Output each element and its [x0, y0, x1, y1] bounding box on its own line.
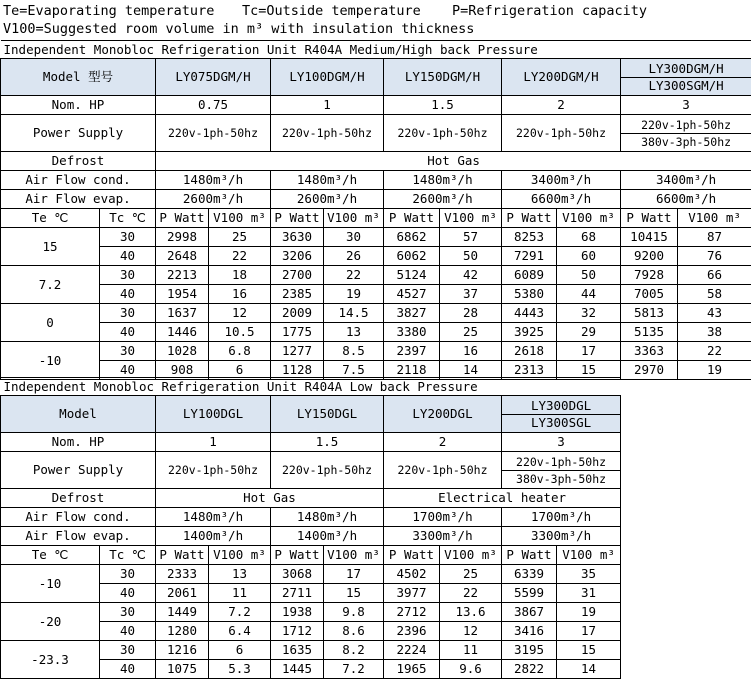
- p-watt-header: P Watt: [384, 209, 440, 228]
- v100-cell: 35: [557, 565, 621, 584]
- table-row: [1, 266, 751, 285]
- p-watt-cell: 1954: [156, 285, 209, 304]
- power-supply-stacked: [502, 452, 621, 489]
- p-watt-cell: 6339: [502, 565, 557, 584]
- v100-cell: 19: [324, 285, 384, 304]
- p-watt-cell: 2009: [271, 304, 324, 323]
- p-watt-cell: 2822: [502, 660, 557, 679]
- model-line: LY300SGM/H: [621, 77, 751, 94]
- power-supply-stacked: [621, 115, 751, 152]
- v100-cell: 19: [557, 603, 621, 622]
- table-row: [1, 641, 621, 660]
- p-watt-cell: 3925: [502, 323, 557, 342]
- hp-cell: 2: [384, 433, 502, 452]
- p-watt-cell: 2397: [384, 342, 440, 361]
- p-watt-cell: 2061: [156, 584, 209, 603]
- p-watt-cell: 1075: [156, 660, 209, 679]
- air-flow-evap-cell: 2600m³/h: [271, 190, 384, 209]
- v100-cell: 13: [209, 565, 271, 584]
- v100-cell: 22: [209, 247, 271, 266]
- power-supply-cell: 220v-1ph-50hz: [271, 452, 384, 489]
- te-header: Te ℃: [1, 546, 100, 565]
- p-watt-cell: 3380: [384, 323, 440, 342]
- v100-cell: 28: [440, 304, 502, 323]
- power-supply-line: 220v-1ph-50hz: [621, 117, 751, 133]
- v100-cell: 15: [557, 641, 621, 660]
- v100-cell: 37: [440, 285, 502, 304]
- p-watt-cell: 6862: [384, 228, 440, 247]
- v100-cell: 66: [678, 266, 751, 285]
- v100-cell: 17: [557, 622, 621, 641]
- model-cell: LY200DGM/H: [502, 59, 621, 96]
- table-row: [1, 565, 621, 584]
- air-flow-evap-cell: 2600m³/h: [156, 190, 271, 209]
- power-supply-line: 220v-1ph-50hz: [502, 454, 620, 470]
- p-watt-cell: 3827: [384, 304, 440, 323]
- v100-cell: 22: [324, 266, 384, 285]
- air-flow-cond-cell: 1480m³/h: [271, 171, 384, 190]
- tc-cell: 30: [100, 266, 156, 285]
- v100-cell: 8.5: [324, 342, 384, 361]
- model-cell: LY100DGM/H: [271, 59, 384, 96]
- v100-cell: 17: [324, 565, 384, 584]
- legend-v100: V100=Suggested room volume in m³ with insulation thickness: [3, 20, 474, 39]
- p-watt-cell: 2213: [156, 266, 209, 285]
- v100-cell: 87: [678, 228, 751, 247]
- v100-cell: 68: [557, 228, 621, 247]
- air-flow-cond-cell: 3400m³/h: [502, 171, 621, 190]
- p-watt-cell: 3630: [271, 228, 324, 247]
- v100-header: V100 m³: [440, 209, 502, 228]
- tc-cell: 40: [100, 247, 156, 266]
- v100-cell: 31: [557, 584, 621, 603]
- v100-cell: 9.6: [440, 660, 502, 679]
- p-watt-cell: 2712: [384, 603, 440, 622]
- v100-cell: 25: [440, 323, 502, 342]
- p-watt-cell: 5599: [502, 584, 557, 603]
- v100-cell: 15: [557, 361, 621, 380]
- te-cell: -10: [1, 565, 100, 603]
- p-watt-cell: 2618: [502, 342, 557, 361]
- power-supply-cell: 220v-1ph-50hz: [156, 452, 271, 489]
- defrost-label: Defrost: [1, 489, 156, 508]
- p-watt-cell: 1277: [271, 342, 324, 361]
- model-line: LY300DGM/H: [621, 61, 751, 77]
- power-supply-cell: 220v-1ph-50hz: [384, 115, 502, 152]
- v100-cell: 17: [557, 342, 621, 361]
- model-cell: LY200DGL: [384, 396, 502, 433]
- hp-cell: 1.5: [384, 96, 502, 115]
- air-flow-evap-cell: 6600m³/h: [502, 190, 621, 209]
- p-watt-cell: 6062: [384, 247, 440, 266]
- p-watt-cell: 1445: [271, 660, 324, 679]
- p-watt-cell: 3977: [384, 584, 440, 603]
- tc-cell: 40: [100, 285, 156, 304]
- air-flow-cond-cell: 1480m³/h: [271, 508, 384, 527]
- air-flow-evap-cell: 2600m³/h: [384, 190, 502, 209]
- power-supply-label: Power Supply: [1, 452, 156, 489]
- v100-cell: 76: [678, 247, 751, 266]
- table-row: [1, 304, 751, 323]
- tc-cell: 30: [100, 228, 156, 247]
- low-pressure-table: [0, 377, 621, 679]
- tc-cell: 30: [100, 603, 156, 622]
- v100-cell: 18: [209, 266, 271, 285]
- defrost-cell: Electrical heater: [384, 489, 621, 508]
- v100-cell: 6.8: [209, 342, 271, 361]
- p-watt-cell: 3195: [502, 641, 557, 660]
- p-watt-cell: 1128: [271, 361, 324, 380]
- p-watt-cell: 3068: [271, 565, 324, 584]
- p-watt-cell: 1449: [156, 603, 209, 622]
- v100-cell: 30: [324, 228, 384, 247]
- p-watt-cell: 4527: [384, 285, 440, 304]
- v100-cell: 58: [678, 285, 751, 304]
- table-row: [1, 342, 751, 361]
- defrost-cell: Hot Gas: [156, 152, 751, 171]
- v100-cell: 7.2: [324, 660, 384, 679]
- p-watt-cell: 5380: [502, 285, 557, 304]
- air-flow-cond-label: Air Flow cond.: [1, 508, 156, 527]
- v100-header: V100 m³: [324, 209, 384, 228]
- p-watt-cell: 10415: [621, 228, 678, 247]
- v100-cell: 11: [440, 641, 502, 660]
- air-flow-cond-cell: 1700m³/h: [384, 508, 502, 527]
- tc-cell: 30: [100, 565, 156, 584]
- table-row: [1, 285, 751, 304]
- legend-p: P=Refrigeration capacity: [452, 2, 647, 21]
- table-title: Independent Monobloc Refrigeration Unit R404A Medium/High back Pressure: [1, 41, 751, 59]
- table-row: [1, 228, 751, 247]
- air-flow-evap-label: Air Flow evap.: [1, 527, 156, 546]
- air-flow-evap-label: Air Flow evap.: [1, 190, 156, 209]
- model-cell: LY150DGL: [271, 396, 384, 433]
- v100-cell: 5.3: [209, 660, 271, 679]
- p-watt-cell: 3416: [502, 622, 557, 641]
- model-cell-stacked: [621, 59, 751, 96]
- p-watt-cell: 2385: [271, 285, 324, 304]
- legend: [0, 0, 751, 40]
- hp-cell: 2: [502, 96, 621, 115]
- power-supply-label: Power Supply: [1, 115, 156, 152]
- hp-cell: 1: [271, 96, 384, 115]
- p-watt-header: P Watt: [384, 546, 440, 565]
- tc-cell: 40: [100, 323, 156, 342]
- power-supply-cell: 220v-1ph-50hz: [502, 115, 621, 152]
- p-watt-cell: 1216: [156, 641, 209, 660]
- power-supply-cell: 220v-1ph-50hz: [156, 115, 271, 152]
- p-watt-header: P Watt: [621, 209, 678, 228]
- p-watt-cell: 2998: [156, 228, 209, 247]
- model-label: Model 型号: [1, 59, 156, 96]
- v100-cell: 32: [557, 304, 621, 323]
- p-watt-cell: 5813: [621, 304, 678, 323]
- hp-label: Nom. HP: [1, 433, 156, 452]
- v100-cell: 8.6: [324, 622, 384, 641]
- v100-cell: 16: [440, 342, 502, 361]
- v100-cell: 26: [324, 247, 384, 266]
- model-label: Model: [1, 396, 156, 433]
- air-flow-evap-cell: 3300m³/h: [384, 527, 502, 546]
- table-title: Independent Monobloc Refrigeration Unit R404A Low back Pressure: [1, 378, 621, 396]
- p-watt-header: P Watt: [271, 546, 324, 565]
- tc-cell: 40: [100, 584, 156, 603]
- v100-cell: 29: [557, 323, 621, 342]
- v100-cell: 7.2: [209, 603, 271, 622]
- p-watt-cell: 1280: [156, 622, 209, 641]
- v100-header: V100 m³: [209, 546, 271, 565]
- p-watt-header: P Watt: [271, 209, 324, 228]
- p-watt-cell: 3206: [271, 247, 324, 266]
- p-watt-cell: 4502: [384, 565, 440, 584]
- p-watt-cell: 3363: [621, 342, 678, 361]
- v100-header: V100 m³: [440, 546, 502, 565]
- v100-cell: 10.5: [209, 323, 271, 342]
- defrost-cell: Hot Gas: [156, 489, 384, 508]
- model-cell-stacked: [502, 396, 621, 433]
- v100-cell: 38: [678, 323, 751, 342]
- p-watt-cell: 4443: [502, 304, 557, 323]
- v100-cell: 22: [678, 342, 751, 361]
- p-watt-cell: 6089: [502, 266, 557, 285]
- air-flow-cond-label: Air Flow cond.: [1, 171, 156, 190]
- p-watt-cell: 2396: [384, 622, 440, 641]
- p-watt-cell: 2700: [271, 266, 324, 285]
- table-row: [1, 247, 751, 266]
- v100-cell: 14: [440, 361, 502, 380]
- v100-header: V100 m³: [557, 209, 621, 228]
- p-watt-cell: 2648: [156, 247, 209, 266]
- tc-header: Tc ℃: [100, 209, 156, 228]
- tc-header: Tc ℃: [100, 546, 156, 565]
- model-cell: LY150DGM/H: [384, 59, 502, 96]
- tc-cell: 30: [100, 342, 156, 361]
- air-flow-evap-cell: 1400m³/h: [271, 527, 384, 546]
- p-watt-cell: 1635: [271, 641, 324, 660]
- p-watt-cell: 2313: [502, 361, 557, 380]
- p-watt-cell: 7291: [502, 247, 557, 266]
- v100-cell: 6: [209, 361, 271, 380]
- v100-cell: 15: [324, 584, 384, 603]
- p-watt-header: P Watt: [502, 546, 557, 565]
- p-watt-cell: 1446: [156, 323, 209, 342]
- p-watt-cell: 3867: [502, 603, 557, 622]
- air-flow-cond-cell: 1480m³/h: [156, 508, 271, 527]
- p-watt-cell: 5124: [384, 266, 440, 285]
- p-watt-header: P Watt: [156, 209, 209, 228]
- p-watt-cell: 9200: [621, 247, 678, 266]
- model-line: LY300DGL: [502, 398, 620, 414]
- v100-cell: 12: [209, 304, 271, 323]
- hp-label: Nom. HP: [1, 96, 156, 115]
- te-cell: -10: [1, 342, 100, 380]
- v100-cell: 13: [324, 323, 384, 342]
- power-supply-cell: 220v-1ph-50hz: [384, 452, 502, 489]
- p-watt-header: P Watt: [156, 546, 209, 565]
- te-cell: -20: [1, 603, 100, 641]
- tc-cell: 40: [100, 622, 156, 641]
- tc-cell: 30: [100, 304, 156, 323]
- v100-cell: 60: [557, 247, 621, 266]
- air-flow-evap-cell: 1400m³/h: [156, 527, 271, 546]
- v100-cell: 6.4: [209, 622, 271, 641]
- v100-cell: 12: [440, 622, 502, 641]
- model-cell: LY075DGM/H: [156, 59, 271, 96]
- v100-cell: 7.5: [324, 361, 384, 380]
- p-watt-cell: 1775: [271, 323, 324, 342]
- medium-high-pressure-table: [0, 40, 751, 380]
- p-watt-cell: 7005: [621, 285, 678, 304]
- model-line: LY300SGL: [502, 414, 620, 431]
- v100-cell: 44: [557, 285, 621, 304]
- p-watt-cell: 8253: [502, 228, 557, 247]
- low-pressure-data-body: [1, 565, 621, 679]
- air-flow-cond-cell: 1480m³/h: [156, 171, 271, 190]
- model-cell: LY100DGL: [156, 396, 271, 433]
- tc-cell: 40: [100, 361, 156, 380]
- tc-cell: 30: [100, 641, 156, 660]
- power-supply-line: 380v-3ph-50hz: [502, 470, 620, 487]
- medium-high-data-body: [1, 228, 751, 380]
- table-row: [1, 603, 621, 622]
- v100-cell: 25: [440, 565, 502, 584]
- p-watt-cell: 1637: [156, 304, 209, 323]
- hp-cell: 0.75: [156, 96, 271, 115]
- p-watt-cell: 1028: [156, 342, 209, 361]
- v100-cell: 19: [678, 361, 751, 380]
- v100-cell: 57: [440, 228, 502, 247]
- v100-cell: 14: [557, 660, 621, 679]
- v100-header: V100 m³: [557, 546, 621, 565]
- legend-tc: Tc=Outside temperature: [242, 2, 421, 21]
- te-cell: -23.3: [1, 641, 100, 679]
- v100-cell: 50: [440, 247, 502, 266]
- p-watt-cell: 2118: [384, 361, 440, 380]
- v100-header: V100 m³: [678, 209, 751, 228]
- v100-cell: 50: [557, 266, 621, 285]
- defrost-label: Defrost: [1, 152, 156, 171]
- v100-cell: 8.2: [324, 641, 384, 660]
- v100-cell: 9.8: [324, 603, 384, 622]
- v100-cell: 25: [209, 228, 271, 247]
- p-watt-cell: 2970: [621, 361, 678, 380]
- p-watt-cell: 2711: [271, 584, 324, 603]
- p-watt-cell: 1712: [271, 622, 324, 641]
- legend-te: Te=Evaporating temperature: [3, 2, 214, 21]
- v100-header: V100 m³: [209, 209, 271, 228]
- p-watt-cell: 908: [156, 361, 209, 380]
- p-watt-cell: 1938: [271, 603, 324, 622]
- v100-cell: 43: [678, 304, 751, 323]
- hp-cell: 3: [621, 96, 751, 115]
- p-watt-cell: 5135: [621, 323, 678, 342]
- air-flow-cond-cell: 1480m³/h: [384, 171, 502, 190]
- hp-cell: 1.5: [271, 433, 384, 452]
- tc-cell: 40: [100, 660, 156, 679]
- p-watt-cell: 2224: [384, 641, 440, 660]
- power-supply-line: 380v-3ph-50hz: [621, 133, 751, 150]
- v100-cell: 11: [209, 584, 271, 603]
- air-flow-evap-cell: 6600m³/h: [621, 190, 751, 209]
- hp-cell: 1: [156, 433, 271, 452]
- v100-cell: 14.5: [324, 304, 384, 323]
- air-flow-cond-cell: 1700m³/h: [502, 508, 621, 527]
- table-row: [1, 323, 751, 342]
- air-flow-cond-cell: 3400m³/h: [621, 171, 751, 190]
- hp-cell: 3: [502, 433, 621, 452]
- p-watt-cell: 1965: [384, 660, 440, 679]
- v100-cell: 13.6: [440, 603, 502, 622]
- te-cell: 7.2: [1, 266, 100, 304]
- v100-cell: 6: [209, 641, 271, 660]
- p-watt-cell: 2333: [156, 565, 209, 584]
- p-watt-cell: 7928: [621, 266, 678, 285]
- v100-cell: 42: [440, 266, 502, 285]
- te-header: Te ℃: [1, 209, 100, 228]
- v100-cell: 16: [209, 285, 271, 304]
- te-cell: 15: [1, 228, 100, 266]
- v100-cell: 22: [440, 584, 502, 603]
- air-flow-evap-cell: 3300m³/h: [502, 527, 621, 546]
- te-cell: 0: [1, 304, 100, 342]
- v100-header: V100 m³: [324, 546, 384, 565]
- power-supply-cell: 220v-1ph-50hz: [271, 115, 384, 152]
- p-watt-header: P Watt: [502, 209, 557, 228]
